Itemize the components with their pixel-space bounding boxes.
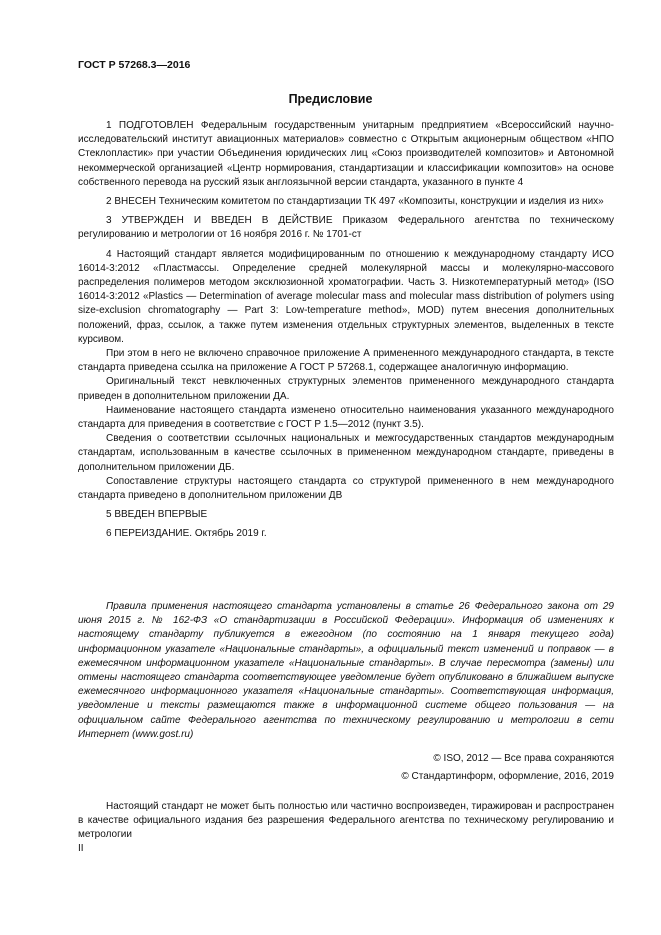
paragraph-1: 1 ПОДГОТОВЛЕН Федеральным государственным унитарным предприятием «Всероссийский научно-исследовательский институт авиационных материалов» совместно с Открытым акционерным обществом «НПО Стеклопластик» при участии Объединения юридических лиц «Союз производителей композитов» и Автономной некоммерческой организацией «Центр нормирования, стандартизации и классификации композитов» на основе собственного перевода на русский язык англоязычной версии стандарта, указанного в пункте 4 xyxy=(78,120,614,188)
paragraph-4: 4 Настоящий стандарт является модифицированным по отношению к международному стандарту ИСО 16014-3:2012 «Пластмассы. Определение средней молекулярной массы и молекулярно-массового распределения полимеров методом эксклюзионной хроматографии. Часть 3. Низкотемпературный метод» (ISO 16014-3:2012 «Plastics — Determination of average molecular mass and molecular mass distribution of polymers using size-exclusion chromatography — Part 3: Low-temperature method», MOD) путем внесения дополнительных положений, фраз, ссылок, а также путем изменения отдельных структурных элементов, выделенных в тексте курсивом. xyxy=(78,248,614,345)
document-id: ГОСТ Р 57268.3—2016 xyxy=(78,59,191,71)
paragraph-4e: Сопоставление структуры настоящего стандарта со структурой примененного в нем международного стандарта приведено в дополнительном приложении ДВ xyxy=(78,475,614,502)
paragraph-4b: Оригинальный текст невключенных структурных элементов примененного международного стандарта приведен в дополнительном приложении ДА. xyxy=(78,376,614,402)
paragraph-4c: Наименование настоящего стандарта изменено относительно наименования указанного международного стандарта для приведения в соответствие с ГОСТ Р 1.5—2012 (пункт 3.5). xyxy=(78,404,614,431)
paragraph-4a: При этом в него не включено справочное приложение А примененного международного стандарта, в тексте стандарта приведена ссылка на приложение А ГОСТ Р 57268.1, содержащее аналогичную информацию. xyxy=(78,348,614,374)
page-number: II xyxy=(78,843,84,854)
paragraph-6: 6 ПЕРЕИЗДАНИЕ. Октябрь 2019 г. xyxy=(106,528,267,540)
copyright-iso: © ISO, 2012 — Все права сохраняются xyxy=(433,753,614,764)
foreword-body xyxy=(78,119,614,542)
paragraph-5: 5 ВВЕДЕН ВПЕРВЫЕ xyxy=(106,509,208,521)
paragraph-2: 2 ВНЕСЕН Техническим комитетом по стандартизации ТК 497 «Композиты, конструкции и изделия из них» xyxy=(106,196,604,208)
paragraph-4d: Сведения о соответствии ссылочных национальных и межгосударственных стандартов международным стандартам, использованным в качестве ссылочных в примененном международном стандарте, приведены в дополнительном приложении ДБ. xyxy=(78,433,614,473)
page-title: Предисловие xyxy=(288,92,373,106)
legal-notice: Правила применения настоящего стандарта установлены в статье 26 Федерального закона от 29 июня 2015 г. № 162-ФЗ «О стандартизации в Российской Федерации». Информация об изменениях к настоящему стандарту публикуется в ежегодном (по состоянию на 1 января текущего года) информационном указателе «Национальные стандарты», а официальный текст изменений и поправок — в ежемесячном информационном указателе «Национальные стандарты». В случае пересмотра (замены) или отмены настоящего стандарта соответствующее уведомление будет опубликовано в ближайшем выпуске ежемесячного информационного указателя «Национальные стандарты». Соответствующая информация, уведомление и тексты размещаются также в информационной системе общего пользования — на официальном сайте Федерального агентства по техническому регулированию и метрологии в сети Интернет (www.gost.ru) xyxy=(78,601,614,740)
copyright-standartinform: © Стандартинформ, оформление, 2016, 2019 xyxy=(401,771,614,782)
paragraph-3: 3 УТВЕРЖДЕН И ВВЕДЕН В ДЕЙСТВИЕ Приказом Федерального агентства по техническому регулированию и метрологии от 16 ноября 2016 г. № 1701-ст xyxy=(78,215,614,241)
reproduction-notice: Настоящий стандарт не может быть полностью или частично воспроизведен, тиражирован и распространен в качестве официального издания без разрешения Федерального агентства по техническому регулированию и метрологии xyxy=(78,801,614,841)
